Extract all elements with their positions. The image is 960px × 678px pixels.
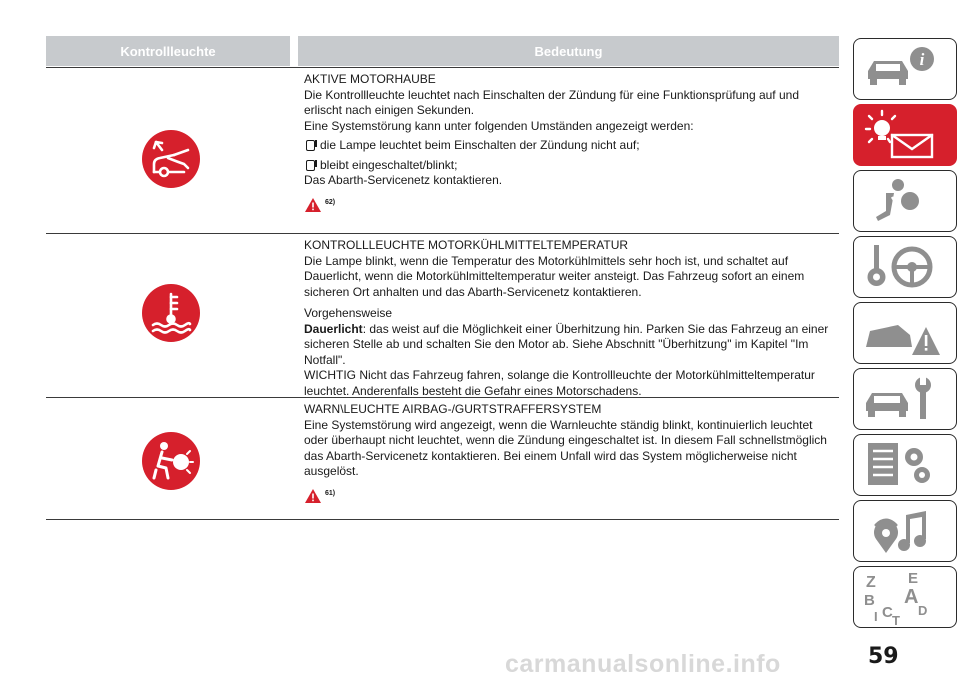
bullet-icon	[306, 160, 315, 171]
svg-text:i: i	[919, 50, 925, 69]
description-cell	[304, 402, 839, 504]
watermark: carmanualsonline.info	[505, 650, 781, 678]
row-text: Die Kontrollleuchte leuchtet nach Einschalten der Zündung für eine Funktionsprüfung auf und erlischt nach einigen Sekunden.	[304, 87, 799, 117]
list-item	[304, 158, 839, 174]
row-text	[304, 322, 839, 369]
car-wrench-icon	[862, 373, 942, 425]
index-letter: I	[874, 609, 878, 624]
tab-maintenance[interactable]	[853, 368, 957, 430]
row-text: Eine Systemstörung kann unter folgenden Umständen angezeigt werden:	[304, 118, 694, 133]
list-item	[304, 138, 839, 154]
tab-technical-data[interactable]	[853, 434, 957, 496]
row-text: Das Abarth-Servicenetz kontaktieren.	[304, 173, 503, 187]
divider	[46, 519, 839, 520]
warning-triangle-icon	[304, 488, 322, 504]
tab-safety[interactable]	[853, 170, 957, 232]
tab-starting-driving[interactable]	[853, 236, 957, 298]
warning-ref: 61)	[325, 489, 336, 497]
index-letter: Z	[866, 574, 876, 591]
bullet-icon	[306, 140, 315, 151]
index-letter: C	[882, 604, 893, 621]
icon-cell	[46, 128, 296, 190]
row-subheading: Vorgehensweise	[304, 306, 393, 320]
header-bedeutung: Bedeutung	[298, 36, 839, 66]
description-cell	[304, 72, 839, 213]
tab-car-info[interactable]	[853, 38, 957, 100]
car-accident-warning-icon	[862, 307, 942, 359]
table-header	[46, 36, 839, 66]
index-letter: A	[904, 586, 919, 608]
bold-label: Dauerlicht	[304, 321, 363, 336]
warning-note	[304, 197, 839, 213]
tab-multimedia[interactable]	[853, 500, 957, 562]
index-letter: T	[892, 613, 900, 627]
index-letters-icon	[862, 571, 942, 627]
bullet-text: die Lampe leuchtet beim Einschalten der Zündung nicht auf;	[320, 138, 640, 152]
row-title: AKTIVE MOTORHAUBE	[304, 72, 436, 86]
header-kontrollleuchte: Kontrollleuchte	[46, 36, 290, 66]
airbag-warning-icon	[140, 430, 202, 492]
car-info-icon	[862, 43, 942, 95]
multimedia-icon	[862, 505, 942, 557]
warning-ref: 62)	[325, 198, 336, 206]
tab-emergency[interactable]	[853, 302, 957, 364]
warning-light-message-icon	[862, 109, 942, 161]
warning-note	[304, 488, 839, 504]
specs-gears-icon	[862, 439, 942, 491]
coolant-temperature-icon	[140, 282, 202, 344]
tab-index[interactable]	[853, 566, 957, 628]
row-text: Eine Systemstörung wird angezeigt, wenn die Warnleuchte ständig blinkt, kontinuierlich leuchtet oder überhaupt nicht leuchtet, wenn die Zündung eingeschaltet ist. In diesem Fall schnellstmöglich das Abarth-Servicenetz kontaktieren. Bei einem Unfall wird das System möglicherweise nicht ausgelöst.	[304, 417, 827, 478]
row-text: Die Lampe blinkt, wenn die Temperatur des Motorkühlmittels sehr hoch ist, und schaltet auf Dauerlicht, wenn die Motorkühlmitteltemperatur weiter ansteigt. Das Fahrzeug sofort an einem sicheren Ort anhalten und das Abarth-Servicenetz kontaktieren.	[304, 253, 805, 299]
icon-cell	[46, 430, 296, 492]
row-text-cont: : das weist auf die Möglichkeit einer Überhitzung hin. Parken Sie das Fahrzeug an einer sicheren Stelle ab und schalten Sie den Motor ab. Siehe Abschnitt "Überhitzung" im Kapitel "Im Notfall".	[304, 321, 829, 367]
active-bonnet-warning-icon	[140, 128, 202, 190]
row-text: WICHTIG Nicht das Fahrzeug fahren, solange die Kontrollleuchte der Motorkühlmitteltemperatur leuchtet. Anderenfalls besteht die Gefahr eines Motorschadens.	[304, 368, 815, 398]
tab-warning-lights[interactable]	[853, 104, 957, 166]
icon-cell	[46, 282, 296, 344]
divider	[46, 233, 839, 234]
row-title: WARN\LEUCHTE AIRBAG-/GURTSTRAFFERSYSTEM	[304, 402, 602, 416]
index-letter: B	[864, 592, 875, 609]
warning-triangle-icon	[304, 197, 322, 213]
bullet-text: bleibt eingeschaltet/blinkt;	[320, 157, 458, 172]
row-title: KONTROLLLEUCHTE MOTORKÜHLMITTELTEMPERATUR	[304, 238, 629, 252]
divider	[46, 67, 839, 68]
divider	[46, 397, 839, 398]
key-steering-wheel-icon	[862, 241, 942, 293]
index-letter: D	[918, 603, 928, 618]
description-cell	[304, 238, 839, 399]
index-letter: E	[908, 571, 919, 587]
seat-airbag-icon	[862, 175, 942, 227]
page-number: 59	[868, 644, 899, 669]
